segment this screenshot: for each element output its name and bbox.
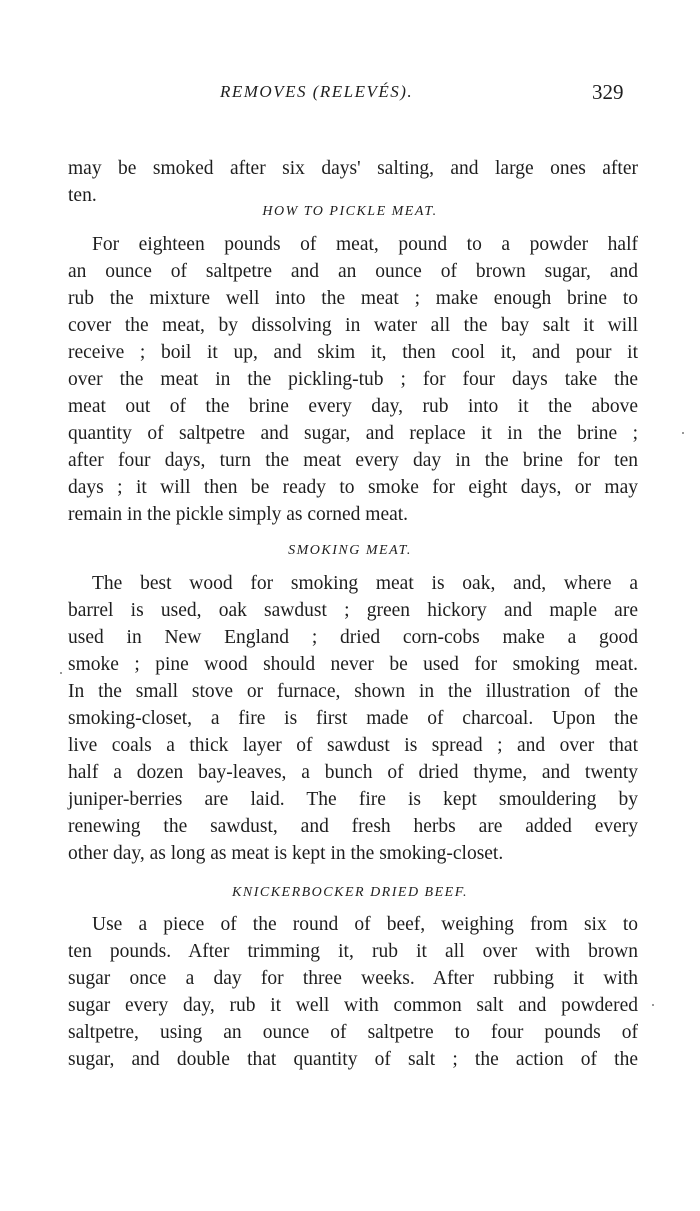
text-line: For eighteen pounds of meat, pound to a powder half xyxy=(92,234,638,255)
text-line: meat out of the brine every day, rub into it the above xyxy=(68,396,638,417)
text-line: half a dozen bay-leaves, a bunch of dried thyme, and twenty xyxy=(68,762,638,783)
text-line: used in New England ; dried corn-cobs make a good xyxy=(68,627,638,648)
text-line: renewing the sawdust, and fresh herbs are added every xyxy=(68,816,638,837)
text-line: receive ; boil it up, and skim it, then cool it, and pour it xyxy=(68,342,638,363)
heading-knickerbocker-dried-beef: KNICKERBOCKER DRIED BEEF. xyxy=(232,885,468,900)
text-line: days ; it will then be ready to smoke for eight days, or may xyxy=(68,477,638,498)
heading-smoking-meat: SMOKING MEAT. xyxy=(288,543,412,558)
text-line: barrel is used, oak sawdust ; green hickory and maple are xyxy=(68,600,638,621)
running-title: REMOVES (RELEVÉS). xyxy=(220,82,414,101)
text-line: In the small stove or furnace, shown in the illustration of the xyxy=(68,681,638,702)
text-line: remain in the pickle simply as corned meat. xyxy=(68,504,409,525)
text-line: rub the mixture well into the meat ; make enough brine to xyxy=(68,288,638,309)
text-line: juniper-berries are laid. The fire is kept smouldering by xyxy=(68,789,638,810)
text-line: quantity of saltpetre and sugar, and replace it in the brine ; xyxy=(68,423,638,444)
text-line: live coals a thick layer of sawdust is spread ; and over that xyxy=(68,735,638,756)
text-line: Use a piece of the round of beef, weighing from six to xyxy=(92,914,638,935)
text-line: ten. xyxy=(68,185,97,206)
text-line: cover the meat, by dissolving in water all the bay salt it will xyxy=(68,315,638,336)
text-line: ten pounds. After trimming it, rub it all over with brown xyxy=(68,941,638,962)
scan-speck xyxy=(652,1004,654,1006)
text-line: over the meat in the pickling-tub ; for four days take the xyxy=(68,369,638,390)
text-line: other day, as long as meat is kept in the smoking-closet. xyxy=(68,843,504,864)
text-line: smoking-closet, a fire is first made of charcoal. Upon the xyxy=(68,708,638,729)
page-number: 329 xyxy=(592,80,624,104)
text-line: The best wood for smoking meat is oak, and, where a xyxy=(92,573,638,594)
scan-speck xyxy=(682,432,684,434)
text-line: after four days, turn the meat every day in the brine for ten xyxy=(68,450,638,471)
heading-how-to-pickle-meat: HOW TO PICKLE MEAT. xyxy=(262,204,438,219)
text-line: sugar every day, rub it well with common salt and powdered xyxy=(68,995,638,1016)
scan-speck xyxy=(60,672,62,674)
text-line: an ounce of saltpetre and an ounce of brown sugar, and xyxy=(68,261,638,282)
text-line: may be smoked after six days' salting, and large ones after xyxy=(68,158,638,179)
text-line: saltpetre, using an ounce of saltpetre to four pounds of xyxy=(68,1022,638,1043)
text-line: smoke ; pine wood should never be used for smoking meat. xyxy=(68,654,638,675)
text-line: sugar once a day for three weeks. After rubbing it with xyxy=(68,968,638,989)
text-line: sugar, and double that quantity of salt ; the action of the xyxy=(68,1049,638,1070)
